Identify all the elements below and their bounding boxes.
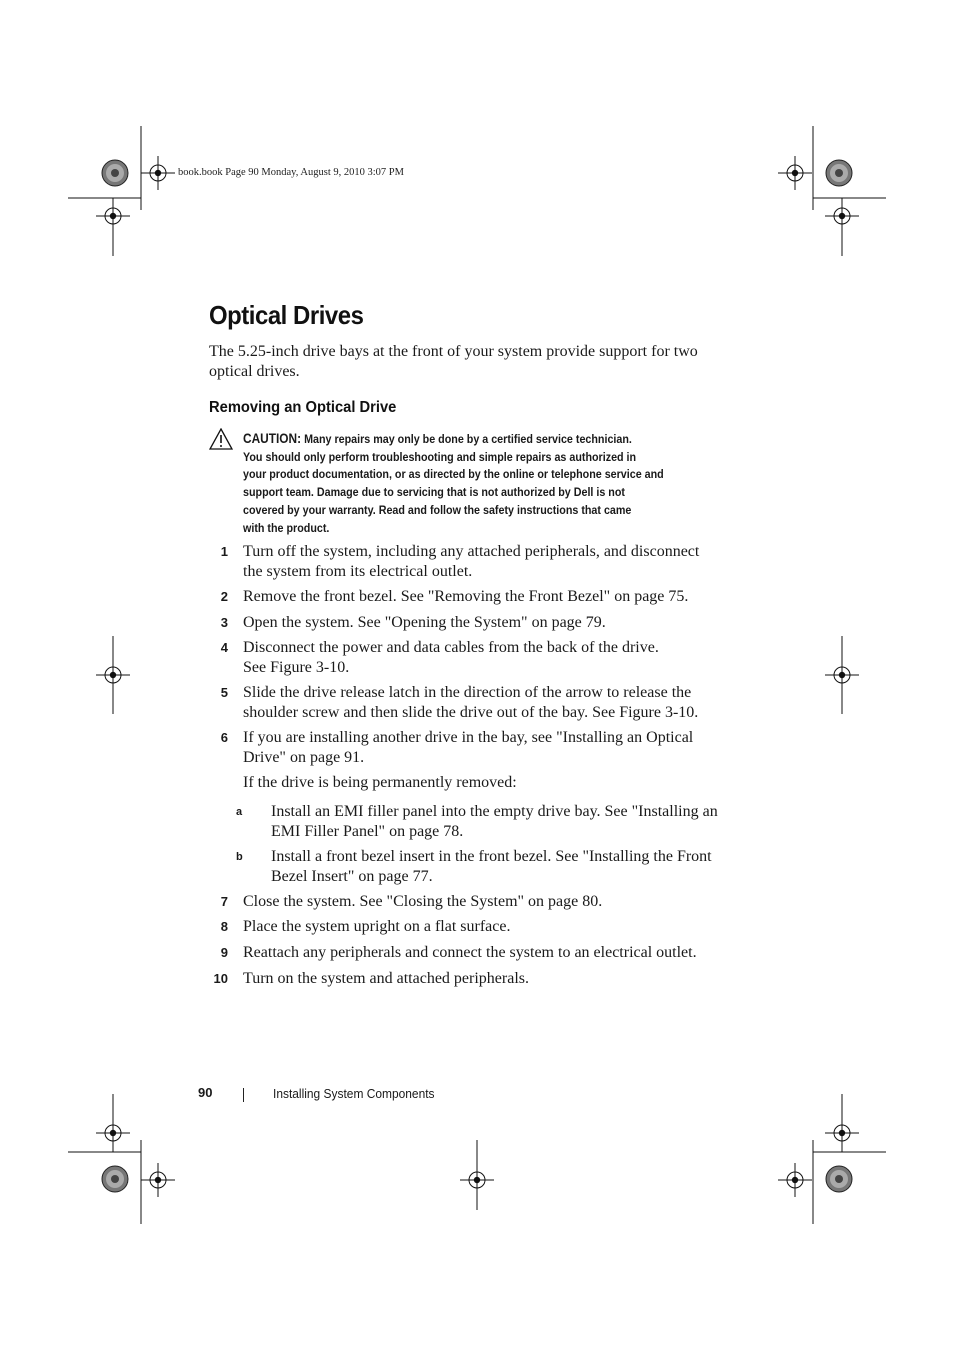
registration-target-icon [778,1163,812,1197]
registration-target-icon [825,199,859,233]
step-text: Turn on the system and attached peripherals. [243,970,530,987]
page-title: Optical Drives [209,300,364,330]
step-number: 9 [220,945,228,960]
step-text: Disconnect the power and data cables from the back of the drive. [243,639,659,656]
step-text: If you are installing another drive in the bay, see "Installing an Optical [243,729,694,746]
caution-label: CAUTION: [243,431,302,446]
page-number: 90 [198,1085,213,1100]
substep-letter: b [236,851,243,863]
substep-text: EMI Filler Panel" on page 78. [271,823,464,840]
substep-text: Install an EMI filler panel into the empty drive bay. See "Installing an [271,803,718,820]
registration-target-icon [141,1163,175,1197]
step-number: 3 [220,615,228,630]
step-number: 7 [220,894,228,909]
registration-target-icon [778,156,812,190]
step-number: 6 [220,730,228,745]
step-text: the system from its electrical outlet. [243,563,473,580]
registration-target-icon [460,1163,494,1197]
step-text: Place the system upright on a flat surface. [243,918,511,935]
substep-text: Install a front bezel insert in the front bezel. See "Installing the Front [271,848,712,865]
color-bar-icon [102,160,128,186]
step-text: Close the system. See "Closing the System" on page 80. [243,893,603,910]
caution-text: Many repairs may only be done by a certified service technician. [304,432,632,446]
step-number: 8 [220,919,228,934]
registration-target-icon [141,156,175,190]
step-6-note: If the drive is being permanently removed: [243,774,517,791]
registration-target-icon [96,199,130,233]
step-text: Slide the drive release latch in the direction of the arrow to release the [243,684,692,701]
step-text: Reattach any peripherals and connect the system to an electrical outlet. [243,944,697,961]
step-number: 4 [220,640,228,655]
print-slug: book.book Page 90 Monday, August 9, 2010 3:07 PM [178,167,404,178]
step-text: Drive" on page 91. [243,749,365,766]
caution-text: covered by your warranty. Read and follow the safety instructions that came [243,502,632,517]
step-number: 5 [220,685,228,700]
caution-text: your product documentation, or as directed by the online or telephone service and [243,467,664,482]
step-text: See Figure 3-10. [243,659,350,676]
caution-text: with the product. [243,520,330,535]
footer-divider [243,1088,244,1102]
registration-target-icon [825,1116,859,1150]
step-number: 2 [220,589,228,604]
caution-triangle-icon [209,428,233,450]
caution-text: You should only perform troubleshooting and simple repairs as authorized in [243,449,637,464]
substep-text: Bezel Insert" on page 77. [271,868,433,885]
footer-section-title: Installing System Components [273,1086,435,1101]
color-bar-icon [826,160,852,186]
color-bar-icon [102,1166,128,1192]
registration-target-icon [96,658,130,692]
caution-note [243,430,701,537]
step-number: 1 [220,544,228,559]
section-heading: Removing an Optical Drive [209,399,397,416]
step-text: Open the system. See "Opening the System" on page 79. [243,614,606,631]
step-text: shoulder screw and then slide the drive out of the bay. See Figure 3-10. [243,704,699,721]
registration-target-icon [96,1116,130,1150]
substep-letter: a [236,806,243,818]
step-text: Turn off the system, including any attached peripherals, and disconnect [243,543,700,560]
registration-target-icon [825,658,859,692]
color-bar-icon [826,1166,852,1192]
caution-text: support team. Damage due to servicing that is not authorized by Dell is not [243,485,625,500]
step-number: 10 [213,971,228,986]
step-text: Remove the front bezel. See "Removing the Front Bezel" on page 75. [243,588,689,605]
intro-paragraph: The 5.25-inch drive bays at the front of your system provide support for two optical drives. [209,343,698,380]
